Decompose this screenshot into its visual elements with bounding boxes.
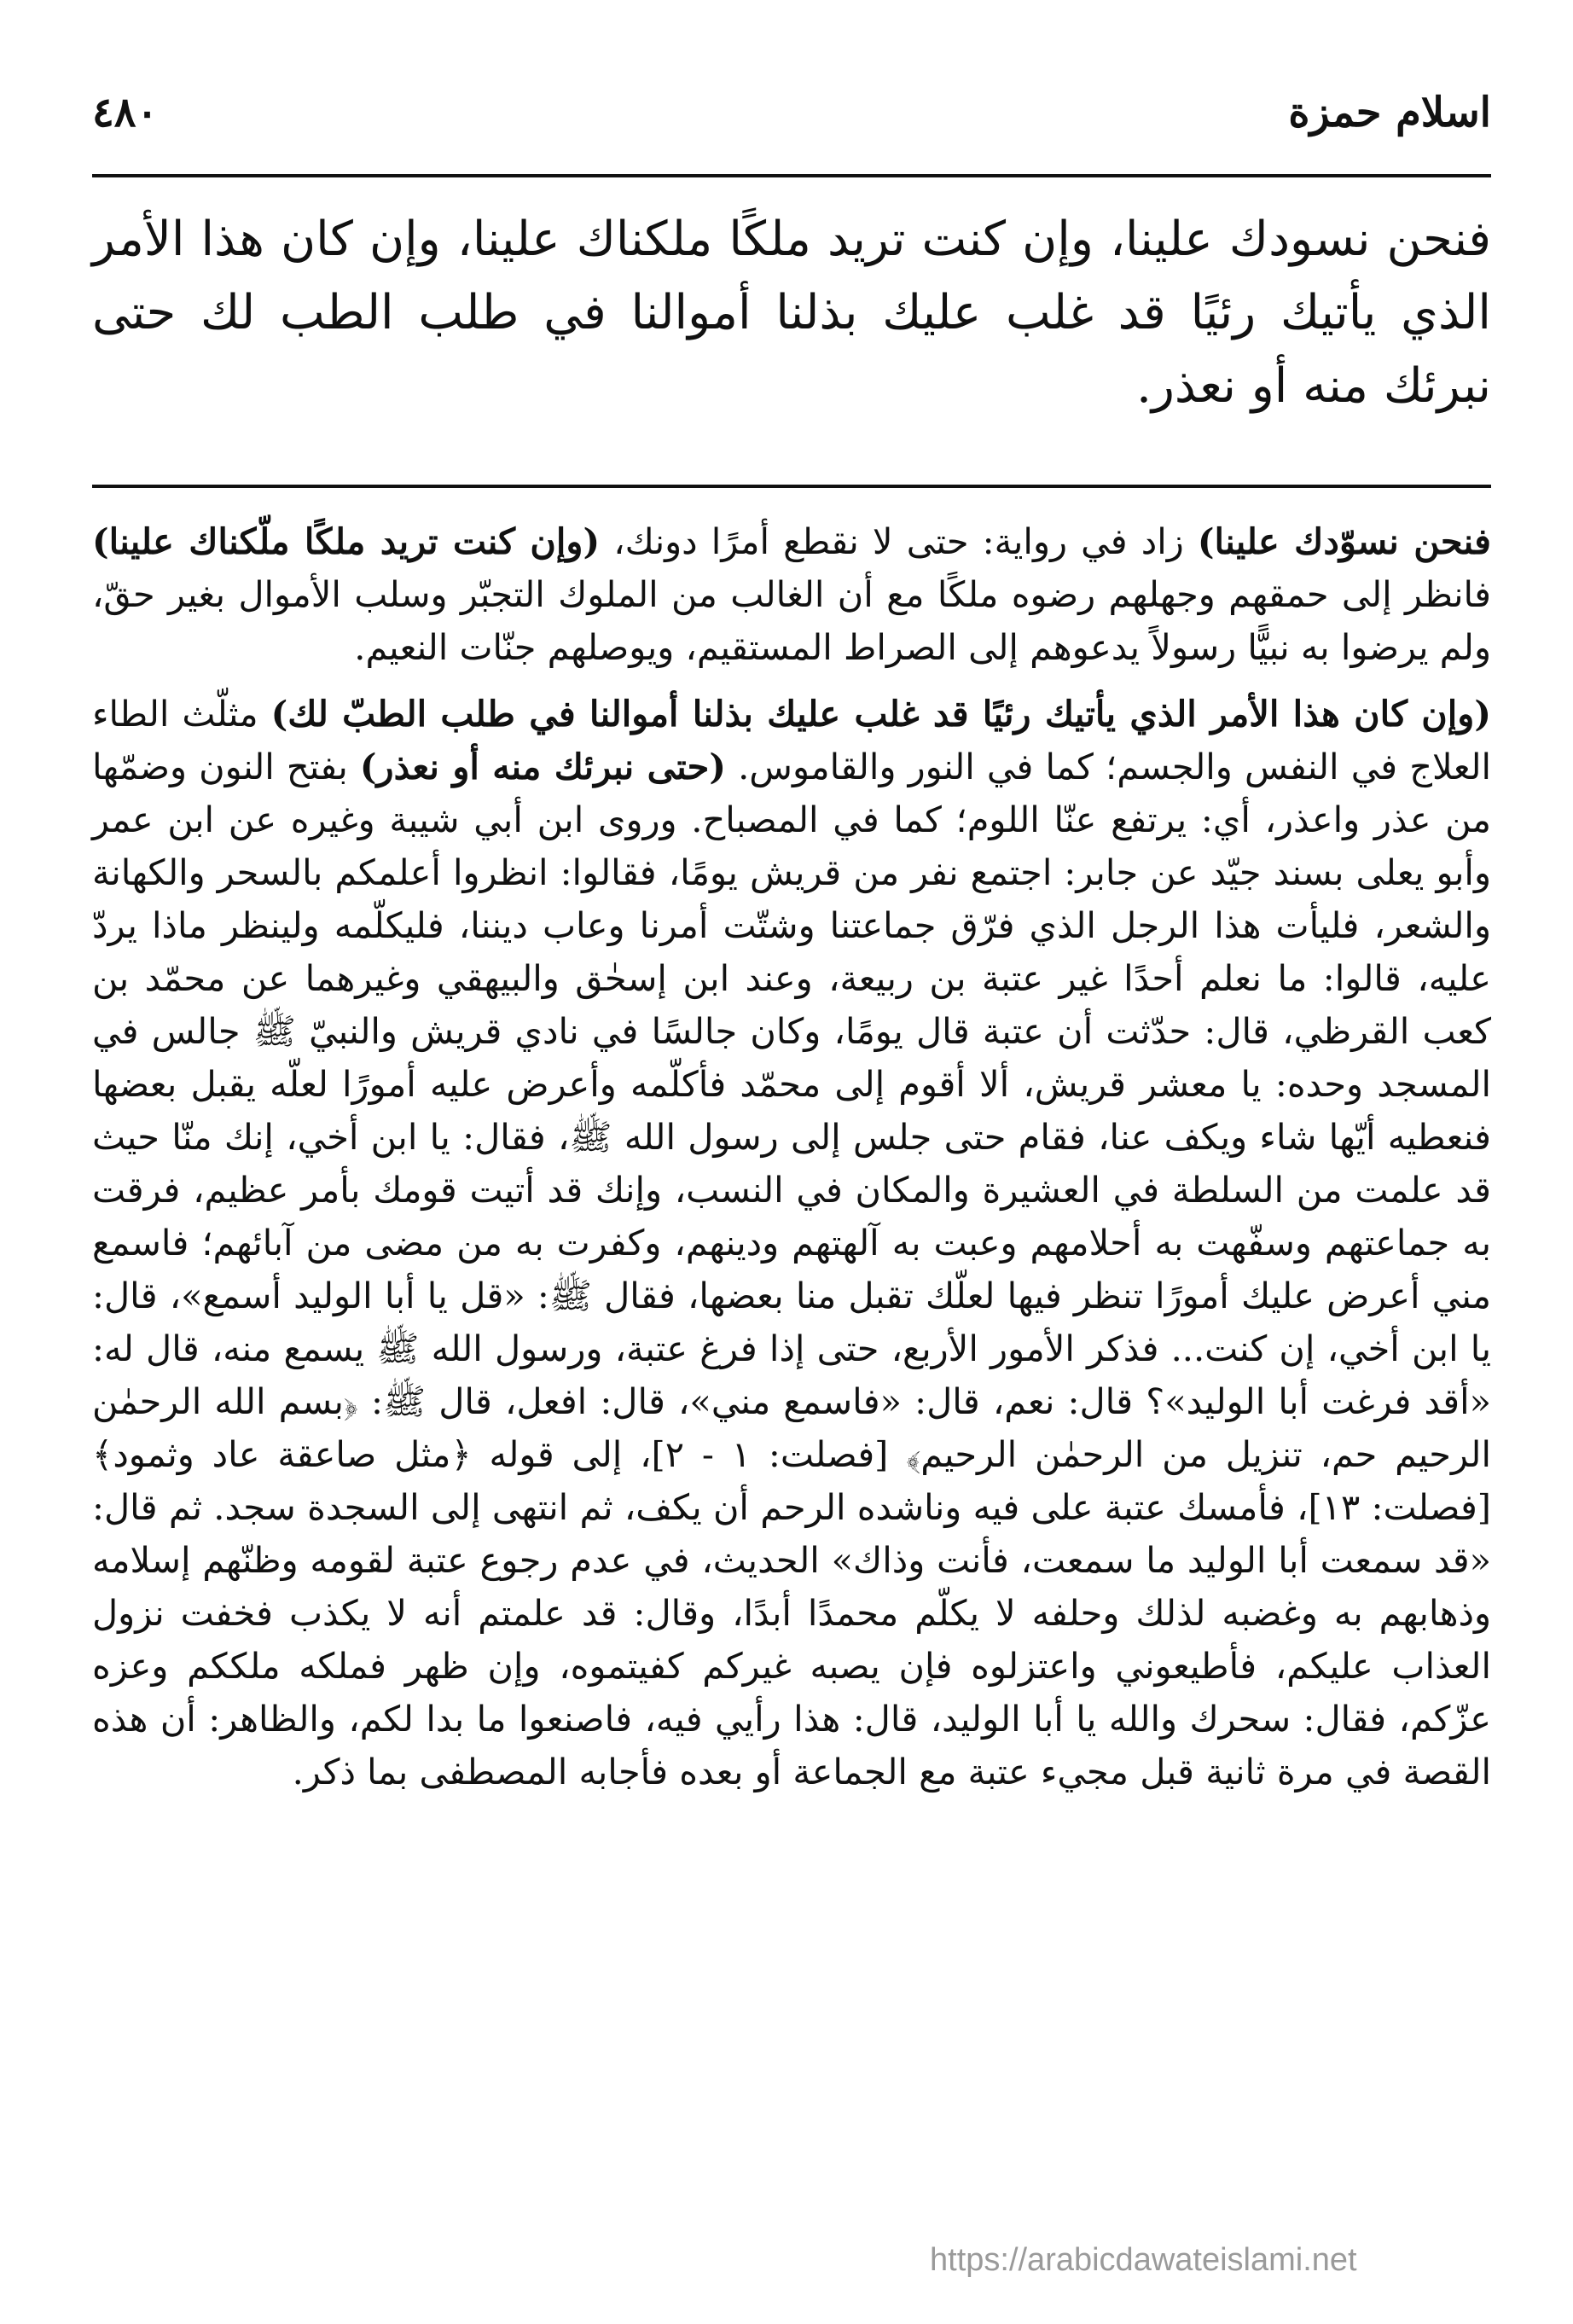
main-text: فنحن نسودك علينا، وإن كنت تريد ملكًا ملكناك علينا، وإن كان هذا الأمر الذي يأتيك رئيًا قد غلب عليك بذلنا أموالنا في طلب الطب لك حتى نبرئك منه أو نعذر.: [92, 212, 1491, 414]
quoted-phrase: (وإن كنت تريد ملكًا ملّكناك علينا): [92, 520, 601, 562]
commentary-paragraph-2: [92, 688, 1491, 1798]
commentary-section: [92, 515, 1491, 1812]
watermark-url: https://arabicdawateislami.net: [930, 2242, 1357, 2278]
page-number: ٤٨٠: [92, 89, 159, 137]
quoted-phrase: فنحن نسوّدك علينا): [1197, 520, 1491, 562]
header-rule: [92, 174, 1491, 177]
quoted-phrase: (حتى نبرئك منه أو نعذر): [359, 746, 726, 787]
page-header: [92, 82, 1491, 167]
commentary-text: فانظر إلى حمقهم وجهلهم رضوه ملكًا مع أن الغالب من الملوك التجبّر وسلب الأموال بغير حقّ، ولم يرضوا به نبيًّا رسولاً يدعوهم إلى الصراط المستقيم، ويوصلهم جنّات النعيم.: [92, 573, 1491, 668]
commentary-paragraph-1: [92, 515, 1491, 674]
book-title: اسلام حمزة: [1288, 89, 1491, 137]
quoted-phrase: (وإن كان هذا الأمر الذي يأتيك رئيًا قد غلب عليك بذلنا أموالنا في طلب الطبّ لك): [270, 693, 1491, 735]
commentary-text: بفتح النون وضمّها من عذر واعذر، أي: يرتفع عنّا اللوم؛ كما في المصباح. وروى ابن أبي شيبة وغيره عن ابن عمر وأبو يعلى بسند جيّد عن جابر: اجتمع نفر من قريش يومًا، فقالوا: انظروا أعلمكم بالسحر والكهانة والشعر، فليأت هذا الرجل الذي فرّق جماعتنا وشتّت أمرنا وعاب ديننا، فليكلّمه ولينظر ماذا يردّ عليه، قالوا: ما نعلم أحدًا غير عتبة بن ربيعة، وعند ابن إسحٰق والبيهقي وغيرهما عن محمّد بن كعب القرظي، قال: حدّثت أن عتبة قال يومًا، وكان جالسًا في نادي قريش والنبيّ ﷺ جالس في المسجد وحده: يا معشر قريش، ألا أقوم إلى محمّد فأكلّمه وأعرض عليه أمورًا لعلّه يقبل بعضها فنعطيه أيّها شاء ويكف عنا، فقام حتى جلس إلى رسول الله ﷺ، فقال: يا ابن أخي، إنك منّا حيث قد علمت من السلطة في العشيرة والمكان في النسب، وإنك قد أتيت قومك بأمر عظيم، فرقت به جماعتهم وسفّهت به أحلامهم وعبت به آلهتهم ودينهم، وكفرت به من مضى من آبائهم؛ فاسمع مني أعرض عليك أمورًا تنظر فيها لعلّك تقبل منا بعضها، فقال ﷺ: «قل يا أبا الوليد أسمع»، قال: يا ابن أخي، إن كنت... فذكر الأمور الأربع، حتى إذا فرغ عتبة، ورسول الله ﷺ يسمع منه، قال له: «أقد فرغت أبا الوليد»؟ قال: نعم، قال: «فاسمع مني»، قال: افعل، قال ﷺ: ﴿بسم الله الرحمٰن الرحيم حم، تنزيل من الرحمٰن الرحيم﴾ [فصلت: ١ - ٢]، إلى قوله ﴿مثل صاعقة عاد وثمود﴾ [فصلت: ١٣]، فأمسك عتبة على فيه وناشده الرحم أن يكف، ثم انتهى إلى السجدة سجد. ثم قال: «قد سمعت أبا الوليد ما سمعت، فأنت وذاك» الحديث، في عدم رجوع عتبة لقومه وظنّهم إسلامه وذهابهم به وغضبه لذلك وحلفه لا يكلّم محمدًا أبدًا، وقال: قد علمتم أنه لا يكذب فخفت نزول العذاب عليكم، فأطيعوني واعتزلوه فإن يصبه غيركم كفيتموه، وإن ظهر فملكه ملككم وعزه عزّكم، فقال: سحرك والله يا أبا الوليد، قال: هذا رأيي فيه، فاصنعوا ما بدا لكم، والظاهر: أن هذه القصة في مرة ثانية قبل مجيء عتبة مع الجماعة أو بعده فأجابه المصطفى بما ذكر.: [92, 746, 1491, 1792]
section-divider: [92, 485, 1491, 488]
commentary-text: مثلّث الطاء العلاج في النفس والجسم؛ كما في النور والقاموس.: [92, 693, 1492, 787]
commentary-text: زاد في رواية: حتى لا نقطع أمرًا دونك،: [600, 520, 1198, 562]
